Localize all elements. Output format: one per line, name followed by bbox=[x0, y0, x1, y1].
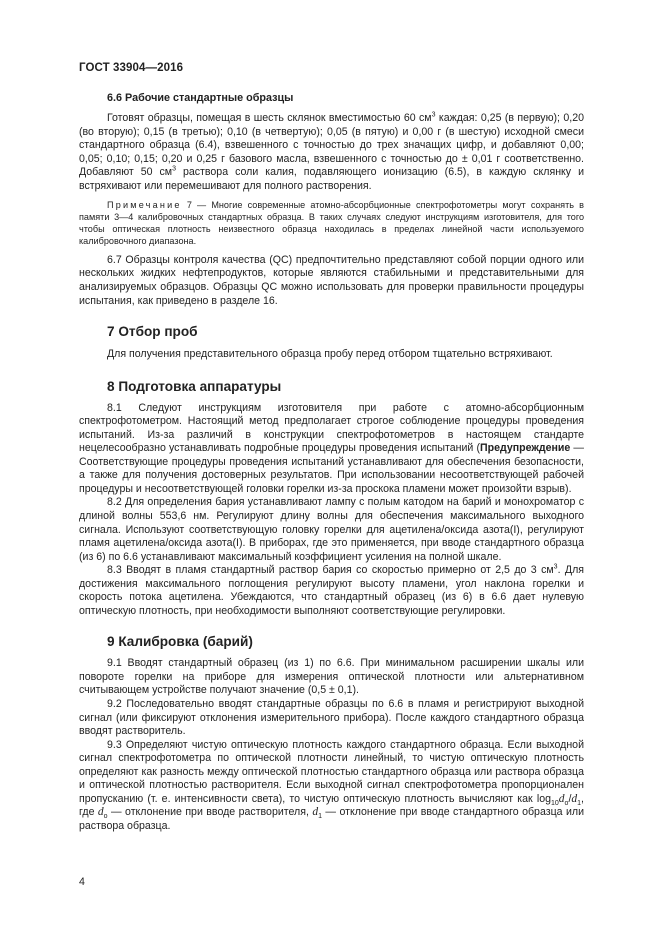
paragraph-6-6: Готовят образцы, помещая в шесть склянок вместимостью 60 $см^3$ каждая: 0,25 (в первую); 0,20 (во вторую); 0,15 (в третью); 0,10 (в четвертую); 0,05 (в пятую) и 0,00 г (в шестую) исходной смеси стандартного образца (6.4), взвешенного с точностью до трех значащих цифр, и добавляют 0,00; 0,05; 0,10; 0,15; 0,20 и 0,25 г базового масла, взвешенного с точностью до ± 0,01 г соответственно. Добавляют 50 $см^3$ раствора соли калия, подавляющего ионизацию (6.5), в каждую склянку и встряхивают или перемешивают для полного растворения. bbox=[79, 111, 584, 192]
standard-header: ГОСТ 33904—2016 bbox=[79, 62, 184, 74]
note-label: Примечание bbox=[107, 200, 182, 211]
heading-section-7: 7 Отбор проб bbox=[107, 324, 198, 340]
document-body bbox=[79, 92, 584, 834]
warning-label: Предупреждение bbox=[479, 442, 571, 455]
heading-6-6: 6.6 Рабочие стандартные образцы bbox=[107, 92, 294, 104]
heading-section-9: 9 Калибровка (барий) bbox=[107, 634, 253, 650]
note-7: Примечание 7 — Многие современные атомно-абсорбционные спектрофотометры могут сохранять в памяти 3—4 калибровочных стандартных образца. В таких случаях следуют инструкциям изготовителя, для того чтобы оптическая плотность неизвестного образца находилась в пределах линейной части используемого калибровочного диапазона. bbox=[79, 200, 584, 246]
paragraph-9-2: 9.2 Последовательно вводят стандартные образцы по 6.6 в пламя и регистрируют выходной сигнал (или фиксируют отклонения измерительного прибора). После каждого стандартного образца вводят растворитель. bbox=[79, 698, 584, 738]
page-number: 4 bbox=[79, 876, 85, 888]
paragraph-8-1: 8.1 Следуют инструкциям изготовителя при работе с атомно-абсорбционным спектрофотометром. Настоящий метод предполагает строгое соблюдение процедуры проведения испытаний. Из-за различий в конструкции спектрофотометров в настоящем стандарте нецелесообразно устанавливать подробные процедуры проведения испытаний (Предупреждение — Соответствующие процедуры проведения испытаний устанавливают для обеспечения безопасности, а также для получения достоверных результатов. При использовании несоответствующей рабочей процедуры и несоответствующей головки горелки из-за проскока пламени может произойти взрыв). bbox=[79, 401, 584, 495]
paragraph-8-2: 8.2 Для определения бария устанавливают лампу с полым катодом на барий и монохроматор с длиной волны 553,6 нм. Регулируют длину волны для обеспечения максимального выходного сигнала. Используют соответствующую головку горелки для ацетилена/оксида азота(I), регулируют пламя ацетилена/оксида азота(I). В приборах, где это применяется, при вводе стандартного образца (из 6) по 6.6 устанавливают максимальный коэффициент усиления на полной шкале. bbox=[79, 496, 584, 563]
paragraph-8-3: 8.3 Вводят в пламя стандартный раствор бария со скоростью примерно от 2,5 до 3 $см^3$. Для достижения максимального поглощения регулируют высоту пламени, угол наклона горелки и скорость потока ацетилена. Убеждаются, что стандартный образец (из 6) в 6.6 дает нулевую оптическую плотность, при необходимости выполняют соответствующие регулировки. bbox=[79, 563, 585, 617]
paragraph-9-1: 9.1 Вводят стандартный образец (из 1) по 6.6. При минимальном расширении шкалы или повороте горелки на приборе для измерения оптической плотности или альтернативном считывающем устройстве получают значение (0,5 ± 0,1). bbox=[79, 657, 584, 697]
heading-section-8: 8 Подготовка аппаратуры bbox=[107, 378, 282, 394]
paragraph-6-7: 6.7 Образцы контроля качества (QC) предпочтительно представляют собой порции одного или нескольких жидких нефтепродуктов, которые являются стабильными и представительными для анализируемых образцов. Образцы QC можно использовать для проверки правильности процедуры испытания, как приведено в разделе 16. bbox=[79, 253, 584, 307]
paragraph-7: Для получения представительного образца пробу перед отбором тщательно встряхивают. bbox=[107, 348, 553, 361]
paragraph-9-3: 9.3 Определяют чистую оптическую плотность каждого стандартного образца. Если выходной сигнал спектрофотометра по оптической плотности линейный, то чистую оптическую плотность определяют как разность между оптической плотностью стандартного образца или раствора образца и оптической плотностью растворителя. Если выходной сигнал спектрофотометра пропорционален пропусканию (т. е. интенсивности света), то чистую оптическую плотность вычисляют как $\log_{10}d_o/d_1$, где $d_o$ — отклонение при вводе растворителя, $d_1$ — отклонение при вводе стандартного образца или раствора образца. bbox=[79, 738, 584, 832]
